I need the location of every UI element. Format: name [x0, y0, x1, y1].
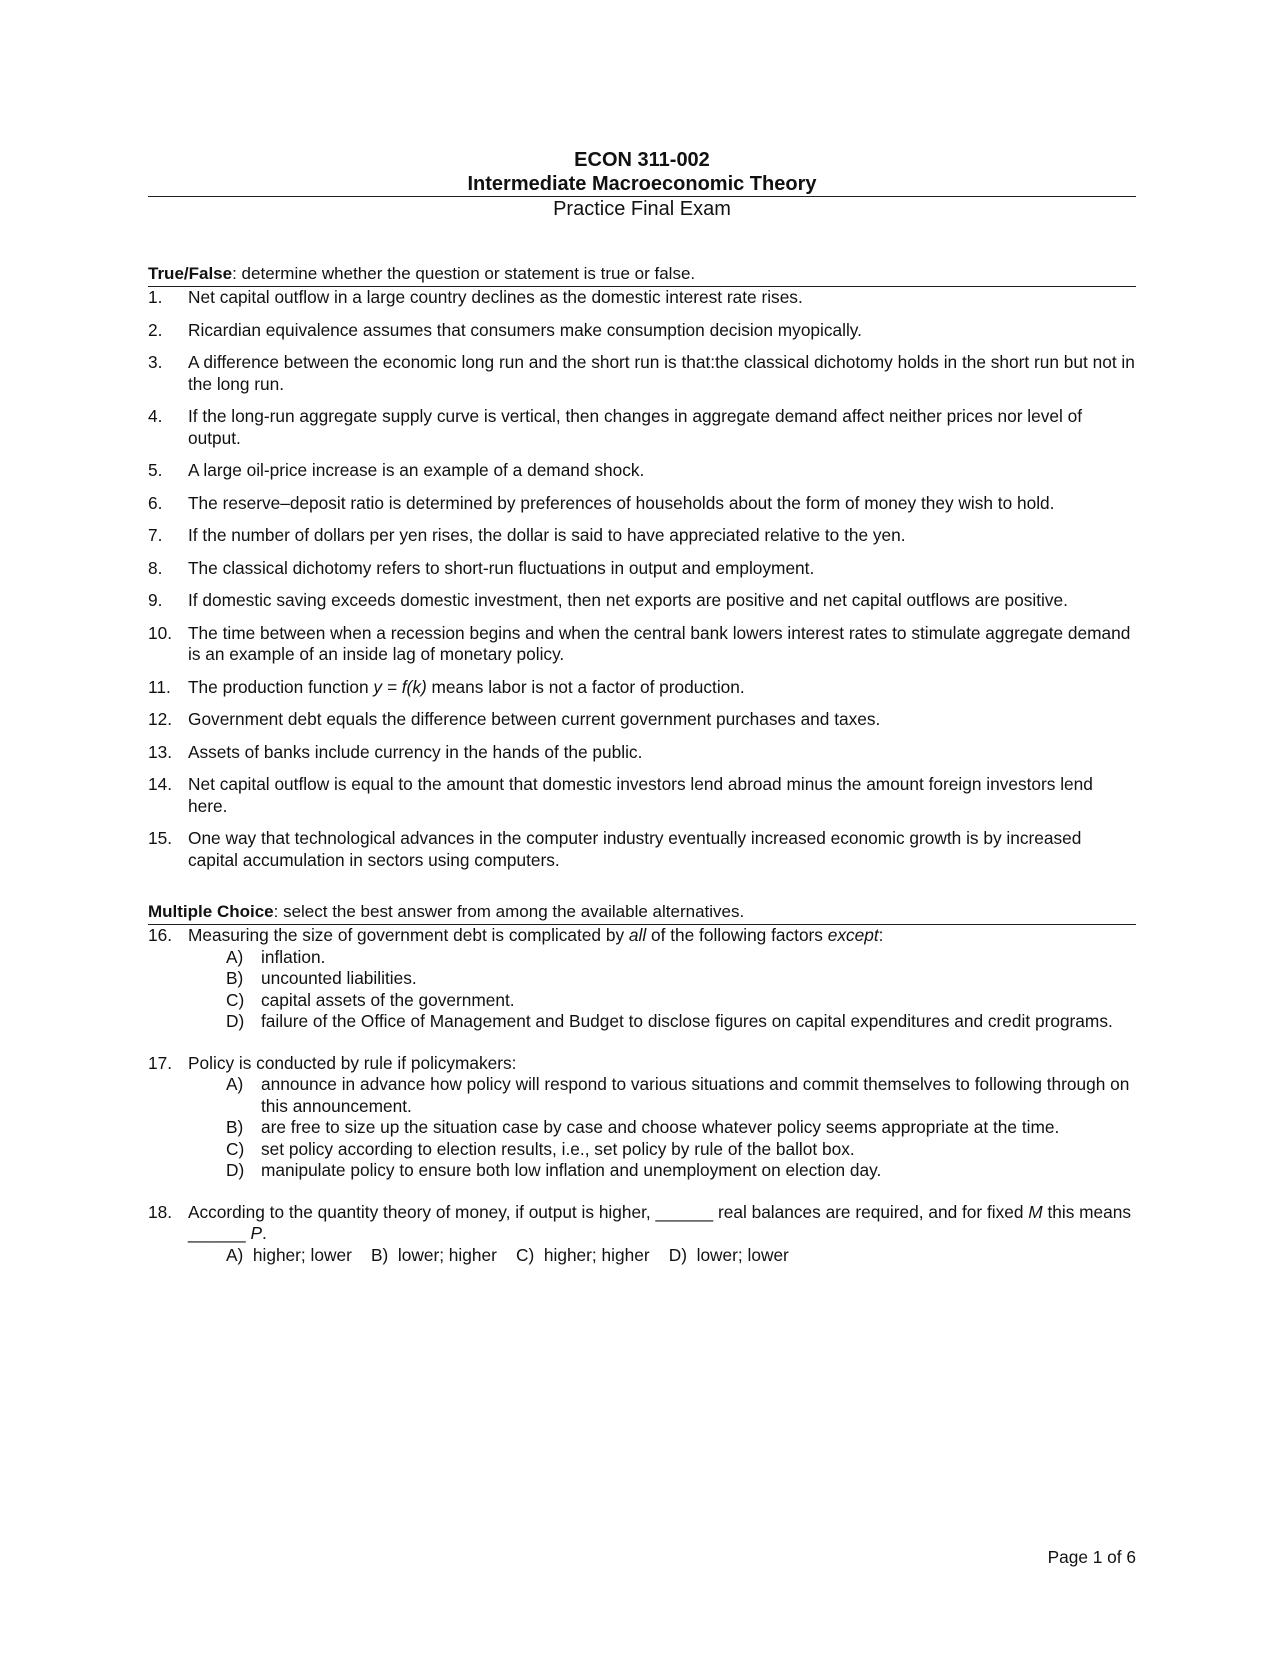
- question-text: of the following factors: [646, 925, 828, 945]
- option-text: are free to size up the situation case by case and choose whatever policy seems appropriate at the time.: [261, 1117, 1060, 1137]
- course-code: ECON 311-002: [574, 149, 710, 171]
- answer-options-inline: A) higher; lower B) lower; higher C) higher; higher D) lower; lower: [226, 1244, 789, 1265]
- question-number: 17.: [148, 1052, 173, 1073]
- question-number: 6.: [148, 492, 163, 513]
- question-emphasis: M: [1028, 1201, 1043, 1222]
- question-text: .: [262, 1223, 267, 1243]
- option-text: capital assets of the government.: [261, 989, 515, 1010]
- question-emphasis: P: [250, 1223, 262, 1243]
- true-false-question: [148, 460, 1136, 482]
- answer-option: [148, 947, 1136, 969]
- question-formula: y = f(k): [373, 676, 427, 697]
- answer-option: [148, 1074, 1136, 1117]
- question-text: One way that technological advances in the computer industry eventually increased economic growth is by increased capital accumulation in sectors using computers.: [188, 828, 1082, 870]
- answer-option: [148, 1117, 1136, 1139]
- question-text: Net capital outflow in a large country declines as the domestic interest rate rises.: [188, 287, 803, 307]
- exam-page: [148, 148, 1136, 1284]
- question-17: [148, 1053, 1136, 1182]
- true-false-question: [148, 623, 1136, 666]
- option-letter: D): [226, 1160, 245, 1180]
- true-false-question: [148, 709, 1136, 731]
- option-text: inflation.: [261, 946, 326, 967]
- question-text: :: [878, 925, 884, 945]
- multiple-choice-label: Multiple Choice: [148, 902, 274, 921]
- true-false-question: [148, 525, 1136, 547]
- question-number: 8.: [148, 557, 163, 578]
- question-number: 10.: [148, 622, 173, 643]
- question-text: The classical dichotomy refers to short-run fluctuations in output and employment.: [188, 557, 815, 578]
- document-header: [148, 148, 1136, 221]
- question-number: 3.: [148, 352, 163, 372]
- question-number: 16.: [148, 925, 173, 945]
- true-false-question: [148, 493, 1136, 515]
- question-number: 12.: [148, 709, 173, 729]
- answer-options: [188, 947, 1136, 1033]
- multiple-choice-instructions: : select the best answer from among the available alternatives.: [273, 902, 745, 921]
- question-text: The production function: [188, 676, 374, 697]
- option-letter: C): [226, 1138, 245, 1159]
- question-number: 9.: [148, 590, 163, 610]
- question-text: If the number of dollars per yen rises, the dollar is said to have appreciated relative to the yen.: [188, 525, 906, 545]
- question-number: 14.: [148, 774, 173, 794]
- question-text: Measuring the size of government debt is complicated by: [188, 925, 629, 945]
- option-letter: A): [226, 1074, 244, 1094]
- true-false-heading: [148, 263, 1136, 287]
- true-false-instructions: : determine whether the question or statement is true or false.: [232, 264, 696, 283]
- question-emphasis: all: [628, 925, 647, 945]
- page-number: Page 1 of 6: [1047, 1547, 1136, 1567]
- true-false-question: [148, 677, 1136, 699]
- option-letter: A): [226, 946, 244, 967]
- question-text: Government debt equals the difference between current government purchases and taxes.: [188, 709, 881, 729]
- question-text: A difference between the economic long run and the short run is that:the classical dichotomy holds in the short run but not in the long run.: [188, 352, 1135, 394]
- question-number: 2.: [148, 319, 163, 340]
- question-number: 5.: [148, 460, 163, 480]
- option-text: announce in advance how policy will respond to various situations and commit themselves to following through on this announcement.: [261, 1074, 1130, 1116]
- true-false-question: [148, 352, 1136, 395]
- question-text: this means ______: [188, 1201, 1132, 1243]
- question-text: A large oil-price increase is an example of a demand shock.: [188, 460, 645, 480]
- question-text: If domestic saving exceeds domestic investment, then net exports are positive and net capital outflows are positive.: [188, 590, 1068, 610]
- question-text: Net capital outflow is equal to the amount that domestic investors lend abroad minus the amount foreign investors lend here.: [188, 774, 1093, 816]
- true-false-question: [148, 320, 1136, 342]
- question-text: means labor is not a factor of production.: [426, 676, 745, 697]
- question-number: 15.: [148, 828, 173, 848]
- question-emphasis: except: [827, 925, 879, 945]
- option-text: uncounted liabilities.: [261, 968, 417, 988]
- option-letter: D): [226, 1011, 245, 1031]
- question-text: The time between when a recession begins and when the central bank lowers interest rates to stimulate aggregate demand is an example of an inside lag of monetary policy.: [188, 622, 1131, 664]
- question-text: If the long-run aggregate supply curve is vertical, then changes in aggregate demand affect neither prices nor level of output.: [188, 406, 1083, 448]
- question-16: [148, 925, 1136, 1033]
- option-text: failure of the Office of Management and Budget to disclose figures on capital expenditures and credit programs.: [261, 1011, 1113, 1031]
- true-false-list: [148, 287, 1136, 871]
- answer-option: [148, 990, 1136, 1012]
- true-false-question: [148, 406, 1136, 449]
- true-false-question: [148, 774, 1136, 817]
- option-text: manipulate policy to ensure both low inflation and unemployment on election day.: [261, 1160, 882, 1180]
- answer-option: [148, 1011, 1136, 1033]
- question-number: 1.: [148, 287, 163, 307]
- question-text: According to the quantity theory of money, if output is higher, ______ real balances are required, and for fixed: [188, 1201, 1029, 1222]
- true-false-question: [148, 558, 1136, 580]
- multiple-choice-list: [148, 925, 1136, 1266]
- option-letter: B): [226, 968, 244, 988]
- option-letter: C): [226, 989, 245, 1010]
- question-number: 11.: [148, 676, 171, 697]
- exam-subtitle: Practice Final Exam: [553, 198, 731, 220]
- question-text: Assets of banks include currency in the hands of the public.: [188, 741, 643, 762]
- question-number: 7.: [148, 525, 163, 545]
- question-number: 18.: [148, 1201, 173, 1222]
- true-false-question: [148, 287, 1136, 309]
- question-18: [148, 1202, 1136, 1267]
- answer-option: [148, 968, 1136, 990]
- question-text: Ricardian equivalence assumes that consumers make consumption decision myopically.: [188, 319, 862, 340]
- answer-options: [188, 1074, 1136, 1182]
- multiple-choice-heading: [148, 901, 1136, 925]
- option-letter: B): [226, 1117, 244, 1137]
- true-false-label: True/False: [148, 264, 233, 283]
- question-number: 13.: [148, 741, 173, 762]
- course-title: Intermediate Macroeconomic Theory: [148, 172, 1136, 197]
- answer-option: [148, 1139, 1136, 1161]
- option-text: set policy according to election results, i.e., set policy by rule of the ballot box.: [261, 1138, 855, 1159]
- answer-option: [148, 1160, 1136, 1182]
- true-false-question: [148, 828, 1136, 871]
- question-number: 4.: [148, 406, 163, 426]
- true-false-question: [148, 742, 1136, 764]
- question-text: The reserve–deposit ratio is determined by preferences of households about the form of money they wish to hold.: [188, 492, 1055, 513]
- question-text: Policy is conducted by rule if policymakers:: [188, 1052, 517, 1073]
- true-false-question: [148, 590, 1136, 612]
